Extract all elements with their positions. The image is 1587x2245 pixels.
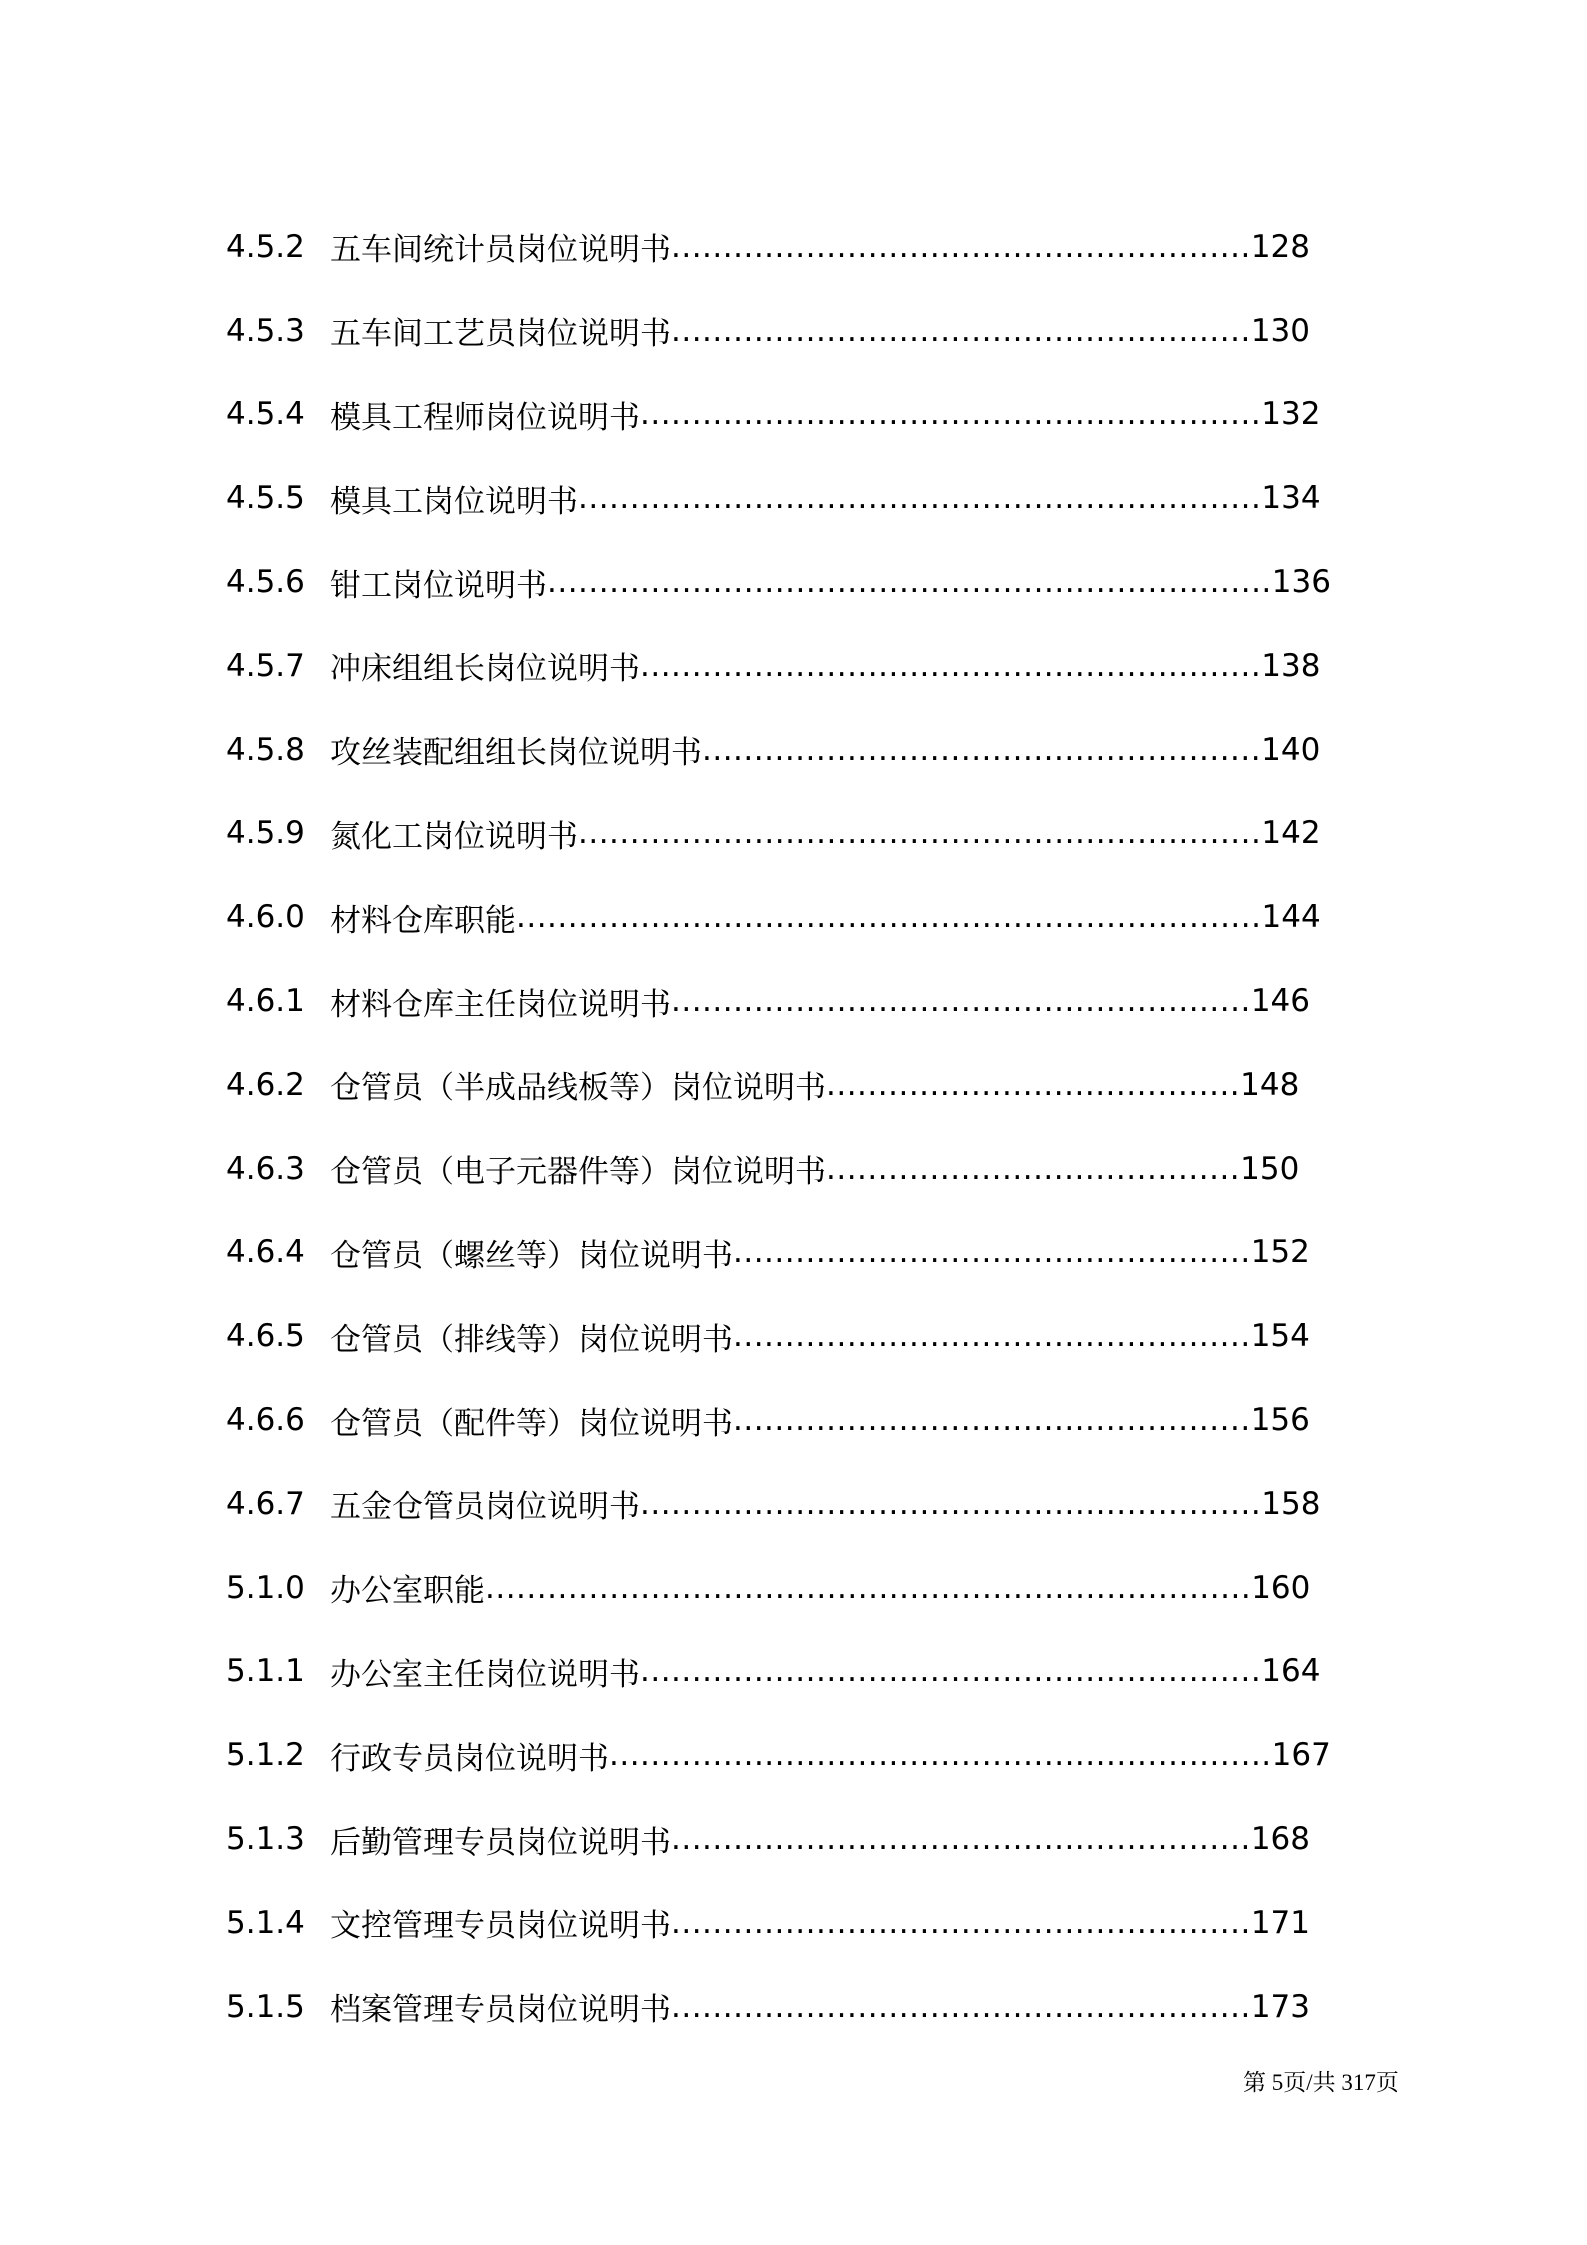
- toc-entry-page: 154: [1250, 1318, 1310, 1355]
- toc-entry[interactable]: [226, 1630, 1321, 1714]
- toc-entry-number: 5.1.4: [226, 1904, 305, 1941]
- toc-entry-page: 156: [1250, 1402, 1310, 1439]
- toc-entry-title: 氮化工岗位说明书: [330, 818, 578, 855]
- toc-dot-leader: ........................................................: [671, 983, 1251, 1020]
- toc-entry[interactable]: [226, 1127, 1300, 1211]
- toc-entry-title: 仓管员（电子元器件等）岗位说明书: [330, 1154, 826, 1191]
- toc-entry-title: 模具工程师岗位说明书: [330, 399, 640, 436]
- toc-entry-title: 办公室主任岗位说明书: [330, 1656, 640, 1693]
- toc-entry-title: 仓管员（排线等）岗位说明书: [330, 1321, 733, 1358]
- toc-entry-page: 136: [1271, 564, 1331, 601]
- toc-entry-page: 146: [1250, 983, 1310, 1020]
- toc-entry-title: 钳工岗位说明书: [330, 567, 547, 604]
- toc-entry-title: 办公室职能: [330, 1573, 485, 1610]
- toc-entry[interactable]: [226, 1965, 1310, 2049]
- toc-entry-number: 4.6.0: [226, 899, 305, 936]
- toc-entry[interactable]: [226, 708, 1321, 792]
- toc-entry-title: 冲床组组长岗位说明书: [330, 651, 640, 688]
- toc-entry-page: 158: [1261, 1485, 1321, 1522]
- toc-entry-title: 材料仓库主任岗位说明书: [330, 986, 671, 1023]
- toc-dot-leader: ........................................................: [671, 228, 1251, 265]
- toc-entry-number: 4.6.7: [226, 1485, 305, 1522]
- toc-entry-number: 5.1.0: [226, 1569, 305, 1606]
- toc-entry-title: 文控管理专员岗位说明书: [330, 1908, 671, 1945]
- toc-dot-leader: ..................................................................: [578, 815, 1262, 852]
- toc-dot-leader: ............................................................: [640, 1485, 1262, 1522]
- toc-entry-page: 168: [1250, 1821, 1310, 1858]
- toc-entry-title: 后勤管理专员岗位说明书: [330, 1824, 671, 1861]
- toc-entry-title: 仓管员（配件等）岗位说明书: [330, 1405, 733, 1442]
- toc-entry-page: 140: [1261, 731, 1321, 768]
- toc-entry-page: 142: [1261, 815, 1321, 852]
- toc-entry-page: 167: [1271, 1737, 1331, 1774]
- toc-entry[interactable]: [226, 1546, 1311, 1630]
- toc-entry-title: 模具工岗位说明书: [330, 483, 578, 520]
- toc-entry-title: 材料仓库职能: [330, 902, 516, 939]
- toc-dot-leader: ..................................................: [733, 1234, 1251, 1271]
- toc-entry-page: 164: [1261, 1653, 1321, 1690]
- toc-entry[interactable]: [226, 1211, 1310, 1295]
- toc-dot-leader: ........................................................: [671, 312, 1251, 349]
- toc-entry-page: 160: [1251, 1569, 1311, 1606]
- toc-entry-number: 4.6.4: [226, 1234, 305, 1271]
- toc-entry-page: 132: [1261, 396, 1321, 433]
- toc-entry-number: 4.5.8: [226, 731, 305, 768]
- toc-entry[interactable]: [226, 1043, 1300, 1127]
- toc-dot-leader: ......................................................................: [547, 564, 1272, 601]
- toc-entry-number: 4.5.7: [226, 647, 305, 684]
- toc-entry-title: 五车间工艺员岗位说明书: [330, 316, 671, 353]
- toc-entry[interactable]: [226, 1462, 1321, 1546]
- toc-dot-leader: ........................................................: [671, 1821, 1251, 1858]
- toc-entry-number: 5.1.5: [226, 1988, 305, 2025]
- toc-entry[interactable]: [226, 792, 1321, 876]
- toc-entry-title: 行政专员岗位说明书: [330, 1740, 609, 1777]
- toc-entry[interactable]: [226, 1378, 1310, 1462]
- toc-entry-title: 五车间统计员岗位说明书: [330, 232, 671, 269]
- toc-dot-leader: ........................................: [826, 1066, 1241, 1103]
- toc-entry-page: 173: [1250, 1988, 1310, 2025]
- toc-entry-number: 4.6.2: [226, 1066, 305, 1103]
- toc-entry-number: 5.1.1: [226, 1653, 305, 1690]
- toc-entry-number: 4.5.2: [226, 228, 305, 265]
- toc-entry-number: 4.5.9: [226, 815, 305, 852]
- toc-dot-leader: ..........................................................................: [485, 1569, 1252, 1606]
- toc-dot-leader: ........................................: [826, 1150, 1241, 1187]
- toc-entry-number: 4.5.5: [226, 480, 305, 517]
- toc-entry-number: 4.6.1: [226, 983, 305, 1020]
- toc-entry[interactable]: [226, 875, 1321, 959]
- toc-entry[interactable]: [226, 456, 1321, 540]
- toc-entry-title: 仓管员（半成品线板等）岗位说明书: [330, 1070, 826, 1107]
- toc-entry-title: 档案管理专员岗位说明书: [330, 1992, 671, 2029]
- toc-dot-leader: ............................................................: [640, 647, 1262, 684]
- toc-entry-page: 148: [1240, 1066, 1300, 1103]
- toc-entry-number: 4.5.6: [226, 564, 305, 601]
- toc-dot-leader: ..................................................: [733, 1318, 1251, 1355]
- toc-entry-title: 五金仓管员岗位说明书: [330, 1489, 640, 1526]
- toc-dot-leader: ........................................................................: [516, 899, 1262, 936]
- page-footer: 第 5页/共 317页: [1243, 2070, 1399, 2095]
- toc-entry-page: 134: [1261, 480, 1321, 517]
- toc-entry-number: 4.6.6: [226, 1402, 305, 1439]
- toc-entry-title: 仓管员（螺丝等）岗位说明书: [330, 1237, 733, 1274]
- toc-entry[interactable]: [226, 959, 1310, 1043]
- toc-entry[interactable]: [226, 624, 1321, 708]
- toc-entry[interactable]: [226, 289, 1310, 373]
- toc-dot-leader: ........................................................: [671, 1904, 1251, 1941]
- toc-dot-leader: ........................................................: [671, 1988, 1251, 2025]
- toc-entry-number: 5.1.2: [226, 1737, 305, 1774]
- toc-entry[interactable]: [226, 1713, 1331, 1797]
- toc-entry-page: 171: [1250, 1904, 1310, 1941]
- toc-entry[interactable]: [226, 373, 1321, 457]
- toc-entry-page: 130: [1250, 312, 1310, 349]
- toc-entry[interactable]: [226, 1797, 1310, 1881]
- toc-entry[interactable]: [226, 540, 1331, 624]
- toc-entry-number: 4.6.5: [226, 1318, 305, 1355]
- toc-dot-leader: ..................................................: [733, 1402, 1251, 1439]
- toc-entry[interactable]: [226, 1294, 1310, 1378]
- toc-entry[interactable]: [226, 205, 1310, 289]
- table-of-contents: [226, 205, 1331, 2049]
- toc-entry-page: 152: [1250, 1234, 1310, 1271]
- toc-dot-leader: ............................................................: [640, 1653, 1262, 1690]
- toc-entry-page: 128: [1250, 228, 1310, 265]
- toc-dot-leader: ................................................................: [609, 1737, 1272, 1774]
- toc-entry-page: 144: [1261, 899, 1321, 936]
- toc-dot-leader: ......................................................: [702, 731, 1262, 768]
- toc-entry[interactable]: [226, 1881, 1310, 1965]
- toc-entry-number: 4.6.3: [226, 1150, 305, 1187]
- toc-entry-page: 150: [1240, 1150, 1300, 1187]
- toc-entry-page: 138: [1261, 647, 1321, 684]
- toc-entry-title: 攻丝装配组组长岗位说明书: [330, 735, 702, 772]
- toc-entry-number: 4.5.4: [226, 396, 305, 433]
- toc-dot-leader: ............................................................: [640, 396, 1262, 433]
- toc-entry-number: 5.1.3: [226, 1821, 305, 1858]
- toc-dot-leader: ..................................................................: [578, 480, 1262, 517]
- toc-entry-number: 4.5.3: [226, 312, 305, 349]
